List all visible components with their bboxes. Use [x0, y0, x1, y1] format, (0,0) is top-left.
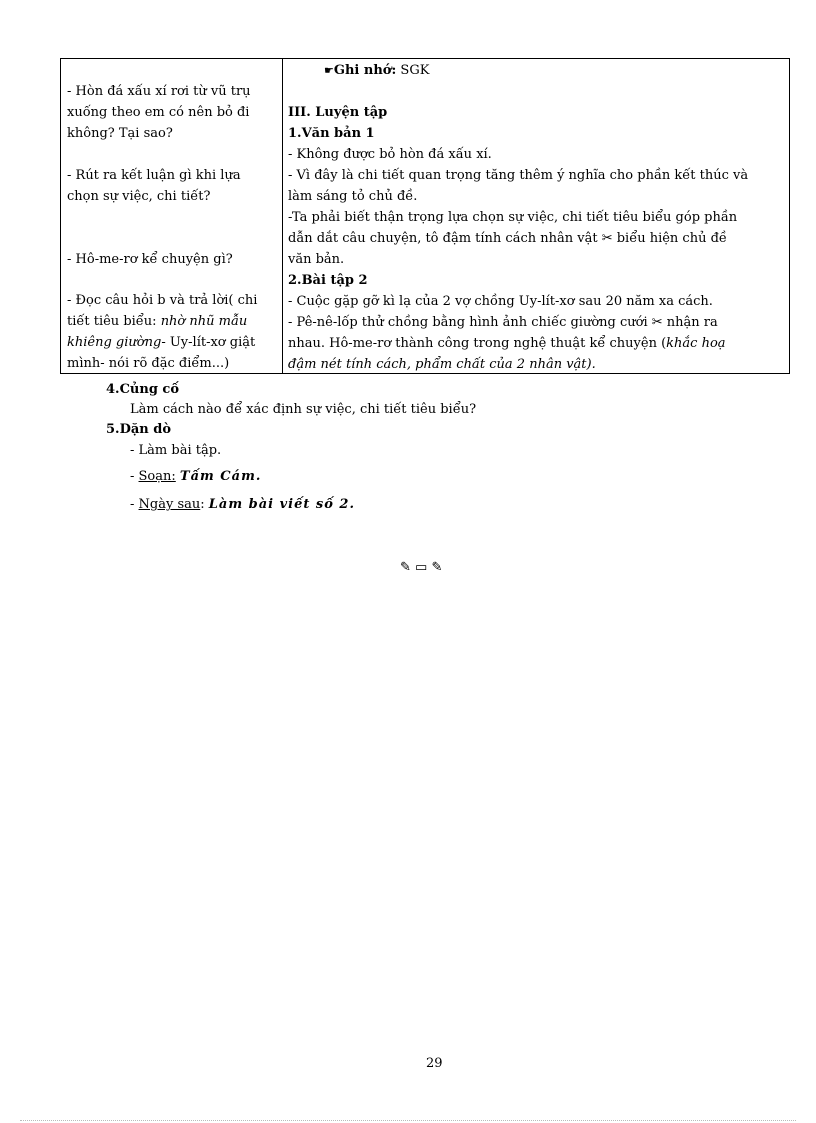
soan-label: Soạn: [138, 469, 176, 484]
hand-pointing-icon: ☛ [324, 64, 334, 77]
answer-line: - Không được bỏ hòn đá xấu xí. [288, 147, 492, 162]
answer-line [288, 333, 726, 354]
page-number: 29 [426, 1056, 443, 1071]
footer-dotted-line [20, 1120, 796, 1121]
answer-text: nhau. Hô-me-rơ thành công trong nghệ thuật kể chuyện ( [288, 336, 667, 351]
question-line: - Đọc câu hỏi b và trả lời( chi [67, 293, 258, 308]
question-line: - Rút ra kết luận gì khi lựa [67, 168, 241, 183]
question-line [67, 311, 247, 332]
ngay-sau-label: Ngày sau [138, 497, 201, 512]
question-line: - Hô-me-rơ kể chuyện gì? [67, 252, 233, 267]
column-divider [282, 59, 283, 373]
answer-line: dẫn dắt câu chuyện, tô đậm tính cách nhân vật ✂ biểu hiện chủ đề [288, 231, 727, 246]
soan-value: Tấm Cám. [179, 469, 262, 484]
answer-line: -Ta phải biết thận trọng lựa chọn sự việc, chi tiết tiêu biểu góp phần [288, 210, 738, 225]
exercise-2-title: 2.Bài tập 2 [288, 273, 368, 288]
question-line [67, 332, 255, 353]
ngay-sau-line: - Ngày sau: Làm bài viết số 2. [130, 497, 355, 512]
answer-line: - Cuộc gặp gỡ kì lạ của 2 vợ chồng Uy-lít-xơ sau 20 năm xa cách. [288, 294, 713, 309]
dan-do-line: - Làm bài tập. [130, 443, 222, 458]
question-line: xuống theo em có nên bỏ đi [67, 105, 250, 120]
answer-italic-line: đậm nét tính cách, phẩm chất của 2 nhân vật). [288, 357, 596, 372]
ghi-nho-label: Ghi nhớ: [333, 63, 397, 78]
question-text: - Uy-lít-xơ giật [161, 335, 256, 350]
answer-line: - Vì đây là chi tiết quan trọng tăng thêm ý nghĩa cho phần kết thúc và [288, 168, 749, 183]
section-title: III. Luyện tập [288, 105, 388, 120]
ghi-nho-line [324, 60, 429, 81]
question-line: chọn sự việc, chi tiết? [67, 189, 211, 204]
question-line: không? Tại sao? [67, 126, 173, 141]
question-italic: khiêng giường [67, 335, 162, 350]
answer-line: văn bản. [288, 252, 345, 267]
ngay-sau-value: Làm bài viết số 2. [208, 497, 355, 512]
ornament-divider: ✎ ▭ ✎ [400, 560, 443, 575]
exercise-1-title: 1.Văn bản 1 [288, 126, 375, 141]
cung-co-title: 4.Củng cố [106, 382, 180, 397]
ghi-nho-text: SGK [400, 63, 430, 78]
question-line: mình- nói rõ đặc điểm...) [67, 356, 230, 371]
answer-line: - Pê-nê-lốp thử chồng bằng hình ảnh chiếc giường cưới ✂ nhận ra [288, 315, 718, 330]
question-italic: nhờ nhũ mẫu [160, 314, 248, 329]
answer-italic: khắc hoạ [666, 336, 726, 351]
soan-line: - Soạn: Tấm Cám. [130, 469, 262, 484]
answer-line: làm sáng tỏ chủ đề. [288, 189, 418, 204]
question-text: tiết tiêu biểu: [67, 314, 157, 329]
cung-co-text: Làm cách nào để xác định sự việc, chi tiết tiêu biểu? [130, 402, 477, 417]
lesson-table [60, 58, 790, 374]
question-line: - Hòn đá xấu xí rơi từ vũ trụ [67, 84, 251, 99]
dan-do-title: 5.Dặn dò [106, 422, 172, 437]
